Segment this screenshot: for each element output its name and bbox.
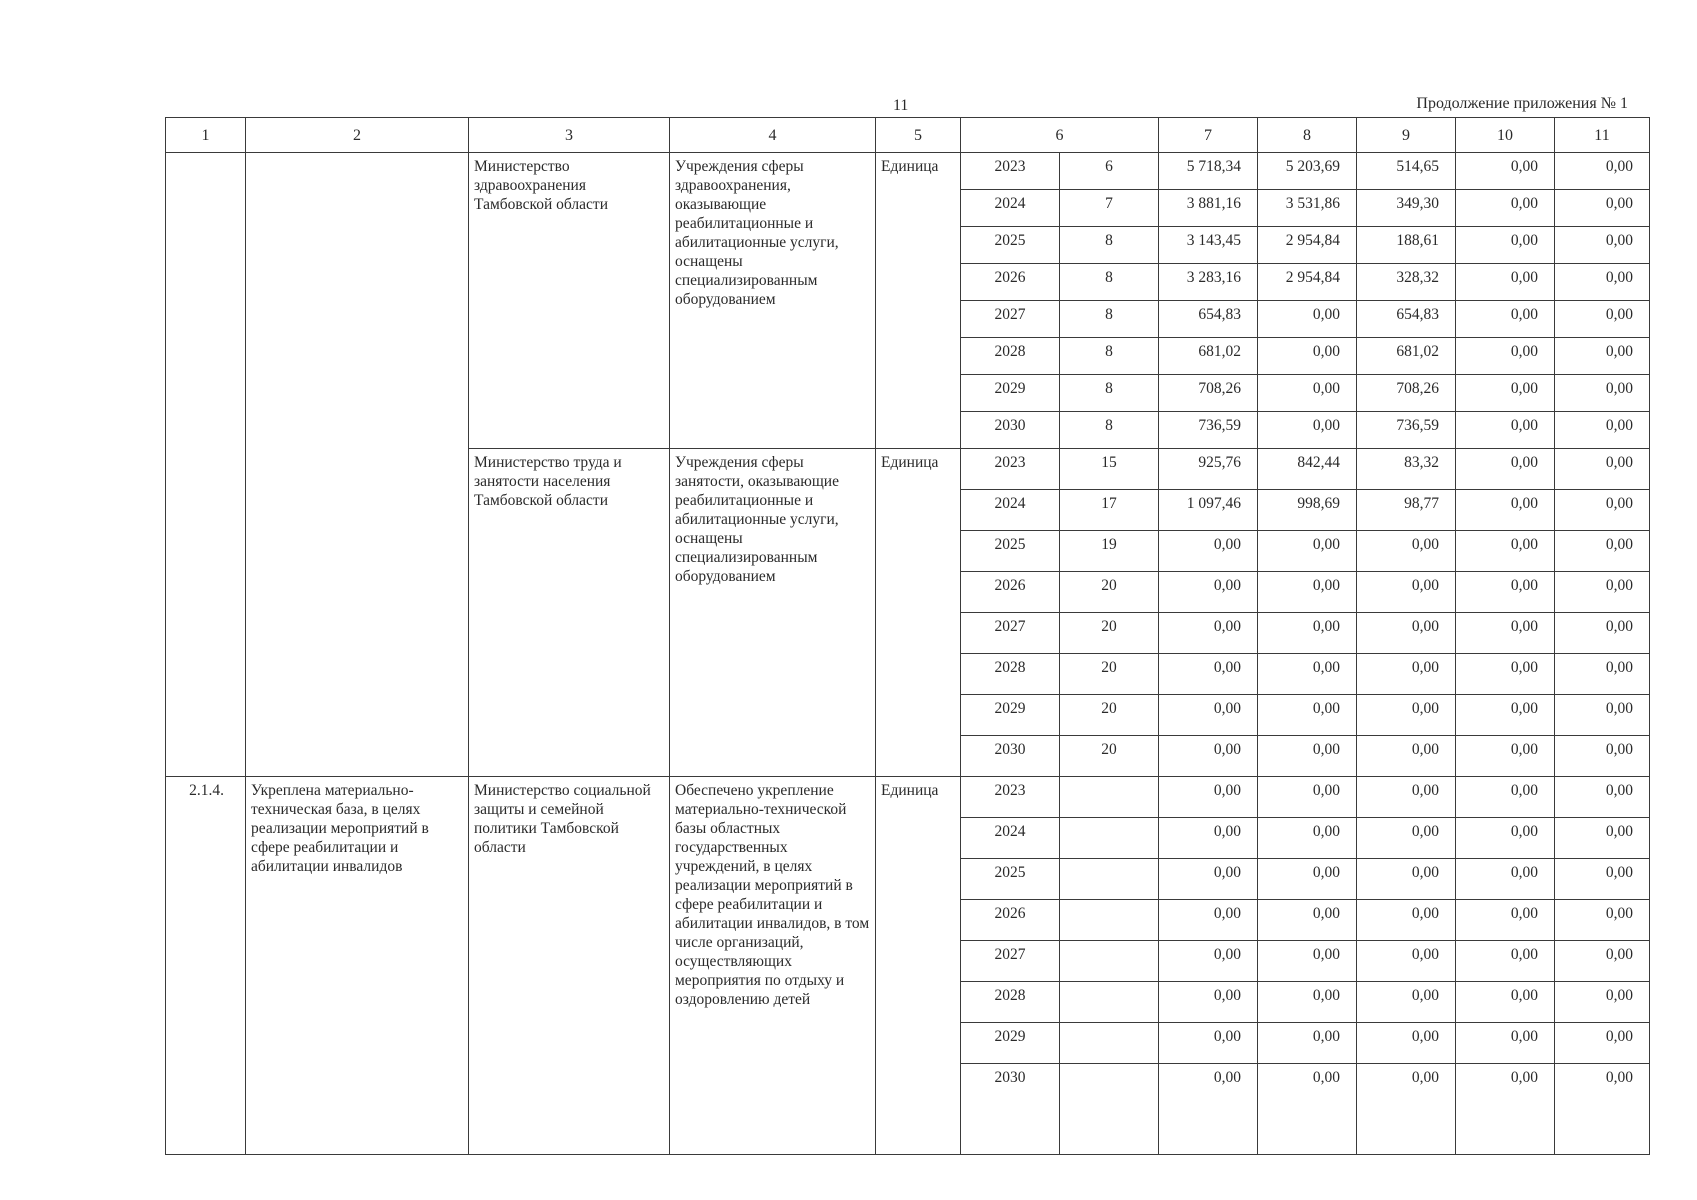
total-funding-cell: 708,26 bbox=[1159, 375, 1258, 412]
other-funding-cell: 0,00 bbox=[1555, 190, 1650, 227]
federal-funding-cell: 0,00 bbox=[1258, 613, 1357, 654]
year-cell: 2028 bbox=[961, 338, 1060, 375]
column-header: 7 bbox=[1159, 118, 1258, 153]
target-value-cell: 7 bbox=[1060, 190, 1159, 227]
target-value-cell bbox=[1060, 1023, 1159, 1064]
federal-funding-cell: 998,69 bbox=[1258, 490, 1357, 531]
document-sheet bbox=[165, 117, 1633, 1155]
year-cell: 2027 bbox=[961, 613, 1060, 654]
target-value-cell bbox=[1060, 941, 1159, 982]
year-cell: 2027 bbox=[961, 941, 1060, 982]
indicator-cell: Учреждения сферы здравоохранения, оказывающие реабилитационные и абилитационные услуги, оснащены специализированным оборудованием bbox=[670, 153, 876, 449]
program-table bbox=[165, 117, 1650, 1155]
year-cell: 2030 bbox=[961, 1064, 1060, 1155]
regional-funding-cell: 0,00 bbox=[1357, 941, 1456, 982]
federal-funding-cell: 0,00 bbox=[1258, 301, 1357, 338]
executor-cell: Министерство труда и занятости населения Тамбовской области bbox=[469, 449, 670, 777]
federal-funding-cell: 842,44 bbox=[1258, 449, 1357, 490]
year-cell: 2023 bbox=[961, 153, 1060, 190]
total-funding-cell: 3 283,16 bbox=[1159, 264, 1258, 301]
federal-funding-cell: 0,00 bbox=[1258, 695, 1357, 736]
local-funding-cell: 0,00 bbox=[1456, 695, 1555, 736]
other-funding-cell: 0,00 bbox=[1555, 818, 1650, 859]
year-cell: 2026 bbox=[961, 900, 1060, 941]
federal-funding-cell: 3 531,86 bbox=[1258, 190, 1357, 227]
federal-funding-cell: 0,00 bbox=[1258, 1064, 1357, 1155]
local-funding-cell: 0,00 bbox=[1456, 572, 1555, 613]
other-funding-cell: 0,00 bbox=[1555, 695, 1650, 736]
regional-funding-cell: 328,32 bbox=[1357, 264, 1456, 301]
regional-funding-cell: 0,00 bbox=[1357, 736, 1456, 777]
local-funding-cell: 0,00 bbox=[1456, 190, 1555, 227]
total-funding-cell: 0,00 bbox=[1159, 982, 1258, 1023]
year-cell: 2024 bbox=[961, 190, 1060, 227]
federal-funding-cell: 2 954,84 bbox=[1258, 264, 1357, 301]
other-funding-cell: 0,00 bbox=[1555, 264, 1650, 301]
local-funding-cell: 0,00 bbox=[1456, 982, 1555, 1023]
table-row bbox=[166, 153, 1650, 190]
target-value-cell: 8 bbox=[1060, 227, 1159, 264]
total-funding-cell: 0,00 bbox=[1159, 777, 1258, 818]
column-header: 6 bbox=[961, 118, 1159, 153]
regional-funding-cell: 0,00 bbox=[1357, 613, 1456, 654]
year-cell: 2029 bbox=[961, 375, 1060, 412]
unit-cell: Единица bbox=[876, 449, 961, 777]
regional-funding-cell: 654,83 bbox=[1357, 301, 1456, 338]
year-cell: 2026 bbox=[961, 264, 1060, 301]
local-funding-cell: 0,00 bbox=[1456, 1064, 1555, 1155]
other-funding-cell: 0,00 bbox=[1555, 613, 1650, 654]
year-cell: 2027 bbox=[961, 301, 1060, 338]
local-funding-cell: 0,00 bbox=[1456, 613, 1555, 654]
total-funding-cell: 3 143,45 bbox=[1159, 227, 1258, 264]
federal-funding-cell: 2 954,84 bbox=[1258, 227, 1357, 264]
local-funding-cell: 0,00 bbox=[1456, 490, 1555, 531]
year-cell: 2025 bbox=[961, 531, 1060, 572]
total-funding-cell: 0,00 bbox=[1159, 1023, 1258, 1064]
federal-funding-cell: 0,00 bbox=[1258, 941, 1357, 982]
total-funding-cell: 3 881,16 bbox=[1159, 190, 1258, 227]
indicator-cell: Обеспечено укрепление материально-технической базы областных государственных учреждений, в целях реализации мероприятий в сфере реабилитации и абилитации инвалидов, в том числе организаций, осуществляющих мероприятия по отдыху и оздоровлению детей bbox=[670, 777, 876, 1155]
regional-funding-cell: 0,00 bbox=[1357, 695, 1456, 736]
other-funding-cell: 0,00 bbox=[1555, 859, 1650, 900]
column-header: 3 bbox=[469, 118, 670, 153]
total-funding-cell: 0,00 bbox=[1159, 1064, 1258, 1155]
year-cell: 2024 bbox=[961, 818, 1060, 859]
column-header: 2 bbox=[246, 118, 469, 153]
table-body bbox=[166, 153, 1650, 1155]
other-funding-cell: 0,00 bbox=[1555, 375, 1650, 412]
regional-funding-cell: 0,00 bbox=[1357, 982, 1456, 1023]
item-number-cell: 2.1.4. bbox=[166, 777, 246, 1155]
item-number-cell bbox=[166, 153, 246, 777]
target-value-cell: 20 bbox=[1060, 654, 1159, 695]
local-funding-cell: 0,00 bbox=[1456, 777, 1555, 818]
total-funding-cell: 5 718,34 bbox=[1159, 153, 1258, 190]
regional-funding-cell: 98,77 bbox=[1357, 490, 1456, 531]
target-value-cell: 20 bbox=[1060, 695, 1159, 736]
regional-funding-cell: 0,00 bbox=[1357, 572, 1456, 613]
executor-cell: Министерство здравоохранения Тамбовской области bbox=[469, 153, 670, 449]
regional-funding-cell: 0,00 bbox=[1357, 1064, 1456, 1155]
federal-funding-cell: 0,00 bbox=[1258, 818, 1357, 859]
target-value-cell: 20 bbox=[1060, 572, 1159, 613]
total-funding-cell: 0,00 bbox=[1159, 736, 1258, 777]
federal-funding-cell: 0,00 bbox=[1258, 338, 1357, 375]
target-value-cell bbox=[1060, 818, 1159, 859]
other-funding-cell: 0,00 bbox=[1555, 777, 1650, 818]
local-funding-cell: 0,00 bbox=[1456, 227, 1555, 264]
total-funding-cell: 0,00 bbox=[1159, 531, 1258, 572]
column-header: 1 bbox=[166, 118, 246, 153]
regional-funding-cell: 0,00 bbox=[1357, 654, 1456, 695]
target-value-cell: 8 bbox=[1060, 338, 1159, 375]
regional-funding-cell: 188,61 bbox=[1357, 227, 1456, 264]
federal-funding-cell: 0,00 bbox=[1258, 654, 1357, 695]
other-funding-cell: 0,00 bbox=[1555, 982, 1650, 1023]
federal-funding-cell: 5 203,69 bbox=[1258, 153, 1357, 190]
target-value-cell bbox=[1060, 900, 1159, 941]
federal-funding-cell: 0,00 bbox=[1258, 982, 1357, 1023]
federal-funding-cell: 0,00 bbox=[1258, 900, 1357, 941]
total-funding-cell: 654,83 bbox=[1159, 301, 1258, 338]
total-funding-cell: 0,00 bbox=[1159, 941, 1258, 982]
executor-cell: Министерство социальной защиты и семейной политики Тамбовской области bbox=[469, 777, 670, 1155]
year-cell: 2028 bbox=[961, 982, 1060, 1023]
target-value-cell bbox=[1060, 859, 1159, 900]
regional-funding-cell: 708,26 bbox=[1357, 375, 1456, 412]
regional-funding-cell: 349,30 bbox=[1357, 190, 1456, 227]
target-value-cell: 8 bbox=[1060, 264, 1159, 301]
target-value-cell: 8 bbox=[1060, 412, 1159, 449]
regional-funding-cell: 0,00 bbox=[1357, 900, 1456, 941]
other-funding-cell: 0,00 bbox=[1555, 227, 1650, 264]
target-value-cell: 20 bbox=[1060, 613, 1159, 654]
year-cell: 2028 bbox=[961, 654, 1060, 695]
federal-funding-cell: 0,00 bbox=[1258, 1023, 1357, 1064]
unit-cell: Единица bbox=[876, 153, 961, 449]
federal-funding-cell: 0,00 bbox=[1258, 859, 1357, 900]
local-funding-cell: 0,00 bbox=[1456, 736, 1555, 777]
year-cell: 2029 bbox=[961, 1023, 1060, 1064]
regional-funding-cell: 0,00 bbox=[1357, 1023, 1456, 1064]
column-header: 4 bbox=[670, 118, 876, 153]
year-cell: 2024 bbox=[961, 490, 1060, 531]
other-funding-cell: 0,00 bbox=[1555, 449, 1650, 490]
total-funding-cell: 736,59 bbox=[1159, 412, 1258, 449]
local-funding-cell: 0,00 bbox=[1456, 264, 1555, 301]
other-funding-cell: 0,00 bbox=[1555, 531, 1650, 572]
regional-funding-cell: 0,00 bbox=[1357, 859, 1456, 900]
other-funding-cell: 0,00 bbox=[1555, 490, 1650, 531]
other-funding-cell: 0,00 bbox=[1555, 572, 1650, 613]
federal-funding-cell: 0,00 bbox=[1258, 412, 1357, 449]
other-funding-cell: 0,00 bbox=[1555, 900, 1650, 941]
target-value-cell: 8 bbox=[1060, 375, 1159, 412]
target-value-cell: 15 bbox=[1060, 449, 1159, 490]
local-funding-cell: 0,00 bbox=[1456, 301, 1555, 338]
year-cell: 2030 bbox=[961, 736, 1060, 777]
total-funding-cell: 681,02 bbox=[1159, 338, 1258, 375]
local-funding-cell: 0,00 bbox=[1456, 900, 1555, 941]
regional-funding-cell: 83,32 bbox=[1357, 449, 1456, 490]
regional-funding-cell: 0,00 bbox=[1357, 531, 1456, 572]
total-funding-cell: 0,00 bbox=[1159, 613, 1258, 654]
total-funding-cell: 0,00 bbox=[1159, 572, 1258, 613]
column-header: 9 bbox=[1357, 118, 1456, 153]
local-funding-cell: 0,00 bbox=[1456, 153, 1555, 190]
page-number: 11 bbox=[893, 97, 909, 114]
other-funding-cell: 0,00 bbox=[1555, 654, 1650, 695]
column-number-row bbox=[166, 118, 1650, 153]
other-funding-cell: 0,00 bbox=[1555, 1064, 1650, 1155]
other-funding-cell: 0,00 bbox=[1555, 153, 1650, 190]
target-value-cell: 19 bbox=[1060, 531, 1159, 572]
local-funding-cell: 0,00 bbox=[1456, 412, 1555, 449]
year-cell: 2025 bbox=[961, 859, 1060, 900]
column-header: 5 bbox=[876, 118, 961, 153]
table-row bbox=[166, 777, 1650, 818]
total-funding-cell: 1 097,46 bbox=[1159, 490, 1258, 531]
target-value-cell: 20 bbox=[1060, 736, 1159, 777]
result-cell bbox=[246, 153, 469, 777]
other-funding-cell: 0,00 bbox=[1555, 1023, 1650, 1064]
other-funding-cell: 0,00 bbox=[1555, 736, 1650, 777]
local-funding-cell: 0,00 bbox=[1456, 449, 1555, 490]
indicator-cell: Учреждения сферы занятости, оказывающие реабилитационные и абилитационные услуги, оснащены специализированным оборудованием bbox=[670, 449, 876, 777]
total-funding-cell: 0,00 bbox=[1159, 695, 1258, 736]
year-cell: 2023 bbox=[961, 777, 1060, 818]
local-funding-cell: 0,00 bbox=[1456, 859, 1555, 900]
target-value-cell: 6 bbox=[1060, 153, 1159, 190]
regional-funding-cell: 681,02 bbox=[1357, 338, 1456, 375]
target-value-cell: 17 bbox=[1060, 490, 1159, 531]
other-funding-cell: 0,00 bbox=[1555, 941, 1650, 982]
local-funding-cell: 0,00 bbox=[1456, 531, 1555, 572]
local-funding-cell: 0,00 bbox=[1456, 1023, 1555, 1064]
target-value-cell bbox=[1060, 1064, 1159, 1155]
target-value-cell bbox=[1060, 982, 1159, 1023]
federal-funding-cell: 0,00 bbox=[1258, 777, 1357, 818]
regional-funding-cell: 0,00 bbox=[1357, 818, 1456, 859]
column-header: 8 bbox=[1258, 118, 1357, 153]
federal-funding-cell: 0,00 bbox=[1258, 531, 1357, 572]
local-funding-cell: 0,00 bbox=[1456, 654, 1555, 695]
total-funding-cell: 0,00 bbox=[1159, 900, 1258, 941]
regional-funding-cell: 736,59 bbox=[1357, 412, 1456, 449]
local-funding-cell: 0,00 bbox=[1456, 338, 1555, 375]
target-value-cell: 8 bbox=[1060, 301, 1159, 338]
federal-funding-cell: 0,00 bbox=[1258, 736, 1357, 777]
year-cell: 2029 bbox=[961, 695, 1060, 736]
year-cell: 2023 bbox=[961, 449, 1060, 490]
total-funding-cell: 925,76 bbox=[1159, 449, 1258, 490]
regional-funding-cell: 514,65 bbox=[1357, 153, 1456, 190]
year-cell: 2026 bbox=[961, 572, 1060, 613]
other-funding-cell: 0,00 bbox=[1555, 412, 1650, 449]
total-funding-cell: 0,00 bbox=[1159, 818, 1258, 859]
local-funding-cell: 0,00 bbox=[1456, 941, 1555, 982]
local-funding-cell: 0,00 bbox=[1456, 375, 1555, 412]
total-funding-cell: 0,00 bbox=[1159, 654, 1258, 695]
federal-funding-cell: 0,00 bbox=[1258, 375, 1357, 412]
target-value-cell bbox=[1060, 777, 1159, 818]
unit-cell: Единица bbox=[876, 777, 961, 1155]
year-cell: 2025 bbox=[961, 227, 1060, 264]
continuation-label: Продолжение приложения № 1 bbox=[1416, 95, 1628, 112]
federal-funding-cell: 0,00 bbox=[1258, 572, 1357, 613]
total-funding-cell: 0,00 bbox=[1159, 859, 1258, 900]
column-header: 10 bbox=[1456, 118, 1555, 153]
local-funding-cell: 0,00 bbox=[1456, 818, 1555, 859]
result-cell: Укреплена материально-техническая база, в целях реализации мероприятий в сфере реабилитации и абилитации инвалидов bbox=[246, 777, 469, 1155]
regional-funding-cell: 0,00 bbox=[1357, 777, 1456, 818]
other-funding-cell: 0,00 bbox=[1555, 338, 1650, 375]
column-header: 11 bbox=[1555, 118, 1650, 153]
year-cell: 2030 bbox=[961, 412, 1060, 449]
other-funding-cell: 0,00 bbox=[1555, 301, 1650, 338]
